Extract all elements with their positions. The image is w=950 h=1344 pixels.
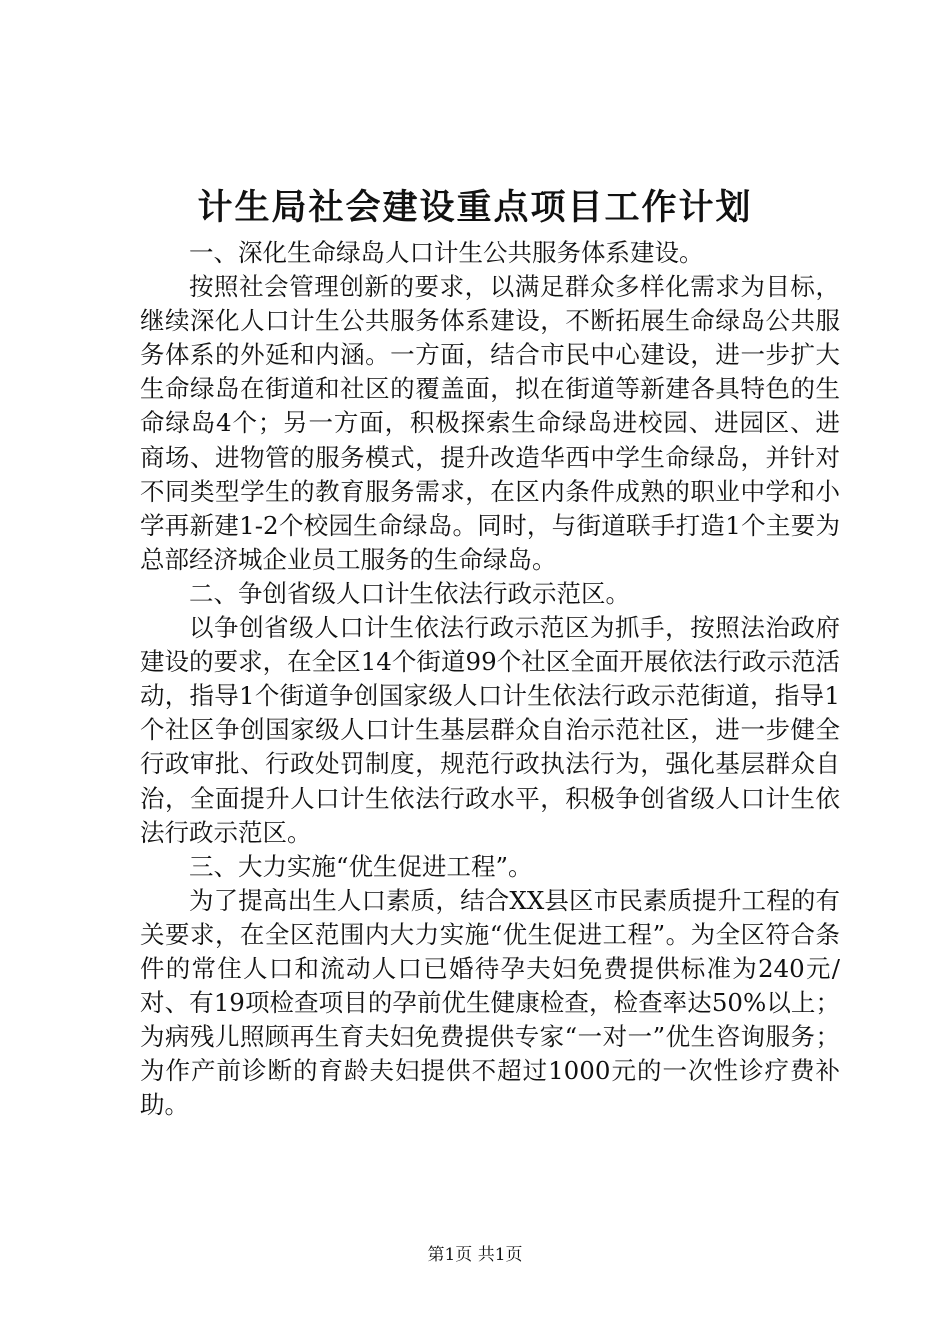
- document-body: [140, 236, 840, 1122]
- section-heading-1: 一、深化生命绿岛人口计生公共服务体系建设。: [189, 238, 704, 267]
- document-title: 计生局社会建设重点项目工作计划: [197, 187, 753, 228]
- section-heading-3: 三、大力实施“优生促进工程”。: [189, 851, 533, 881]
- body-paragraph-1: 按照社会管理创新的要求，以满足群众多样化需求为目标，继续深化人口计生公共服务体系建设，不断拓展生命绿岛公共服务体系的外延和内涵。一方面，结合市民中心建设，进一步扩大生命绿岛在街道和社区的覆盖面，拟在街道等新建各具特色的生命绿岛4个；另一方面，积极探索生命绿岛进校园、进园区、进商场、进物管的服务模式，提升改造华西中学生命绿岛，并针对不同类型学生的教育服务需求，在区内条件成熟的职业中学和小学再新建1-2个校园生命绿岛。同时，与街道联手打造1个主要为总部经济城企业员工服务的生命绿岛。: [140, 272, 840, 574]
- section-heading-2: 二、争创省级人口计生依法行政示范区。: [189, 578, 630, 608]
- body-paragraph-2: 以争创省级人口计生依法行政示范区为抓手，按照法治政府建设的要求，在全区14个街道99个社区全面开展依法行政示范活动，指导1个街道争创国家级人口计生依法行政示范街道，指导1个社区争创国家级人口计生基层群众自治示范社区，进一步健全行政审批、行政处罚制度，规范行政执法行为，强化基层群众自治，全面提升人口计生依法行政水平，积极争创省级人口计生依法行政示范区。: [140, 613, 840, 847]
- page-footer: 第1页 共1页: [427, 1245, 523, 1265]
- body-paragraph-3: 为了提高出生人口素质，结合XX县区市民素质提升工程的有关要求，在全区范围内大力实施“优生促进工程”。为全区符合条件的常住人口和流动人口已婚待孕夫妇免费提供标准为240元/对、有19项检查项目的孕前优生健康检查，检查率达50%以上；为病残儿照顾再生育夫妇免费提供专家“一对一”优生咨询服务；为作产前诊断的育龄夫妇提供不超过1000元的一次性诊疗费补助。: [140, 885, 840, 1120]
